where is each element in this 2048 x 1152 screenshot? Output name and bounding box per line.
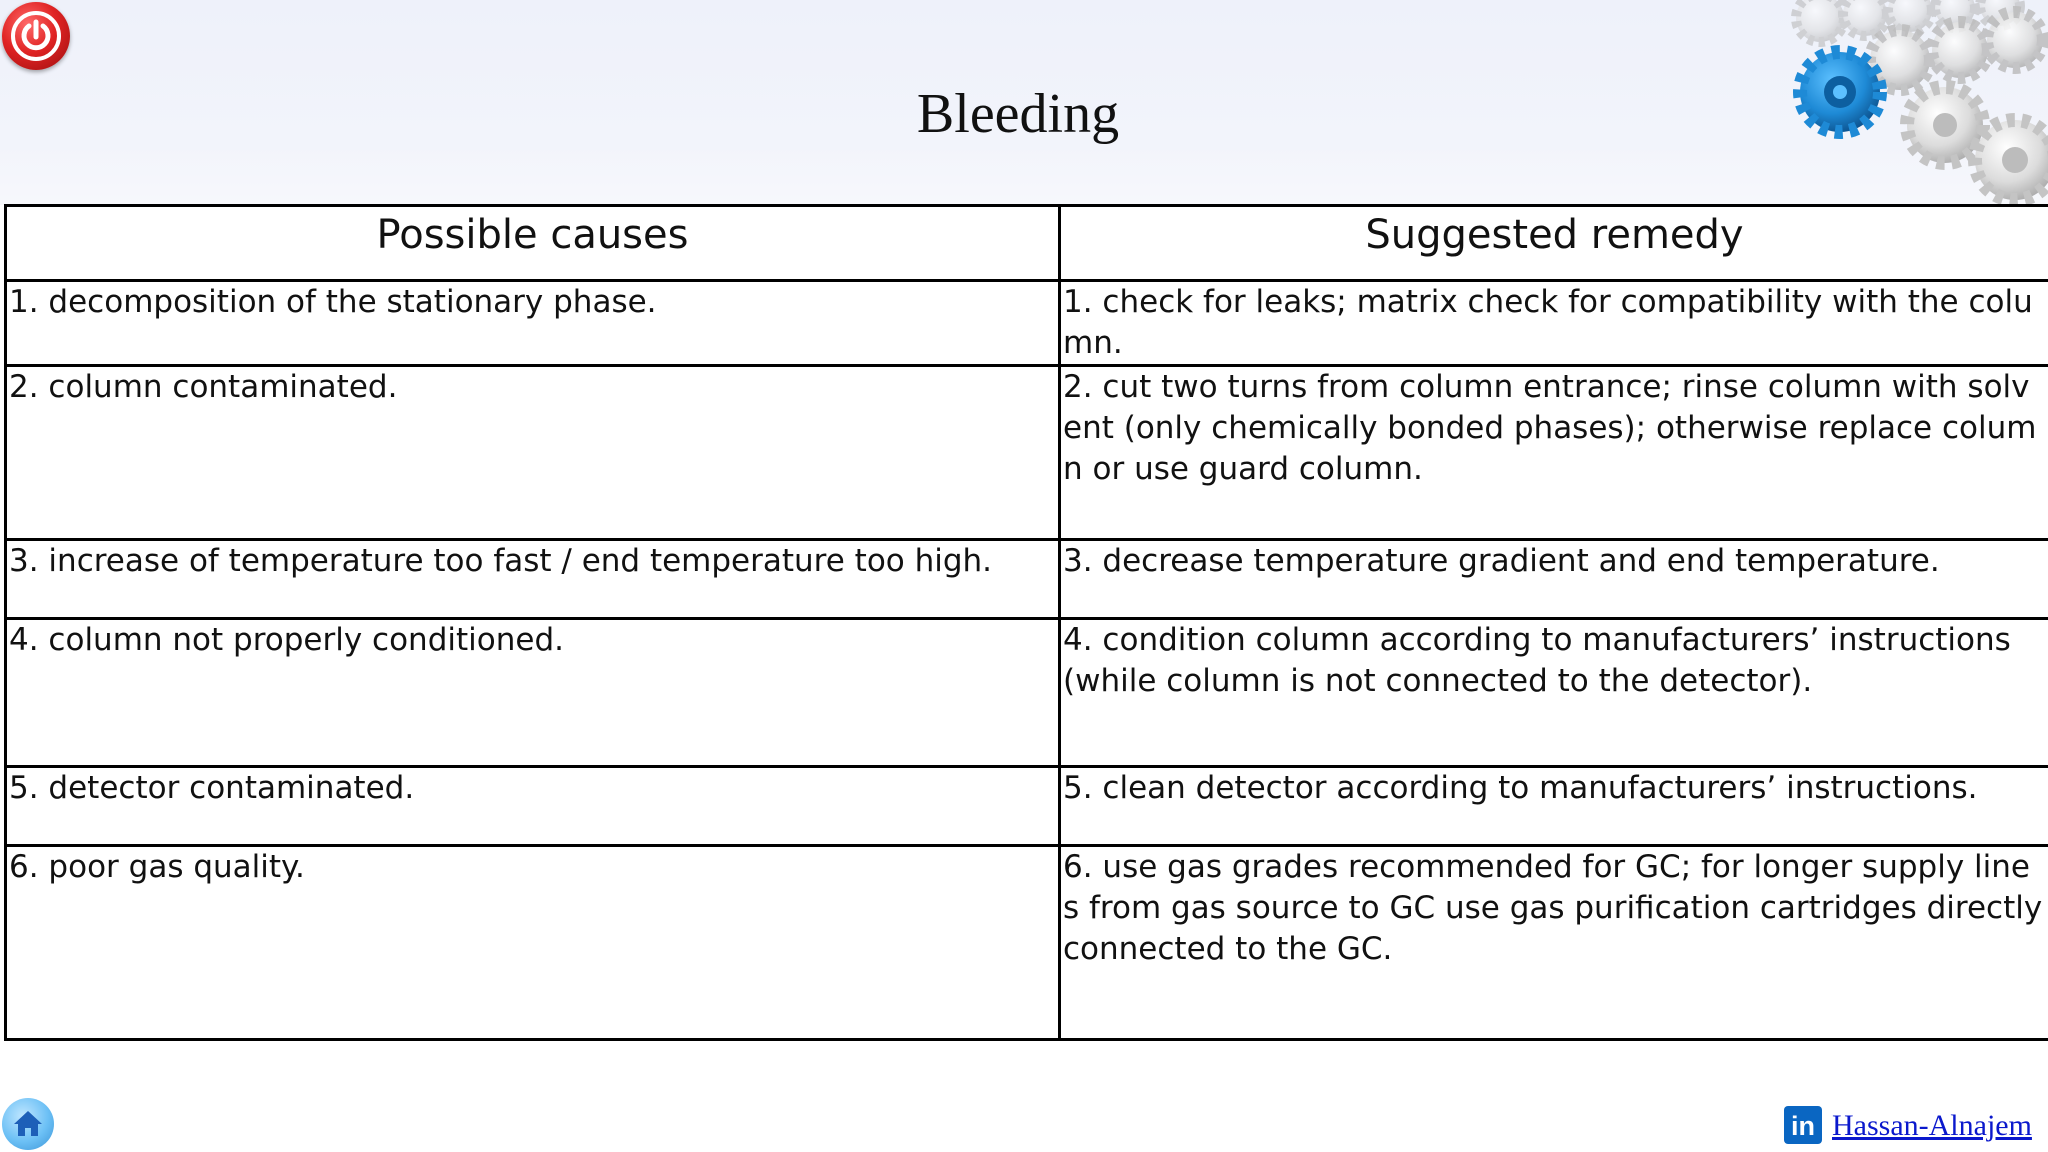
home-button[interactable] (2, 1098, 54, 1150)
remedy-cell: 2. cut two turns from column entrance; rinse column with solvent (only chemically bonded phases); otherwise replace column or use guard column. (1060, 366, 2048, 540)
remedy-cell: 5. clean detector according to manufacturers’ instructions. (1060, 767, 2048, 846)
gears-decoration (1760, 0, 2048, 205)
cause-cell: 5. detector contaminated. (6, 767, 1060, 846)
cause-cell: 1. decomposition of the stationary phase. (6, 281, 1060, 366)
table-row (6, 619, 2048, 767)
cause-cell: 3. increase of temperature too fast / end temperature too high. (6, 540, 1060, 619)
table-header-row (6, 206, 2048, 281)
power-button[interactable] (2, 2, 70, 70)
remedy-cell: 1. check for leaks; matrix check for compatibility with the column. (1060, 281, 2048, 366)
table-row (6, 846, 2048, 1040)
remedy-cell: 3. decrease temperature gradient and end temperature. (1060, 540, 2048, 619)
remedy-cell: 4. condition column according to manufacturers’ instructions (while column is not connected to the detector). (1060, 619, 2048, 767)
slide-title: Bleeding (916, 83, 1120, 145)
cause-cell: 6. poor gas quality. (6, 846, 1060, 1040)
table-row (6, 540, 2048, 619)
cause-cell: 2. column contaminated. (6, 366, 1060, 540)
table-row (6, 281, 2048, 366)
column-header-causes: Possible causes (6, 206, 1060, 281)
power-icon (2, 2, 70, 70)
remedy-cell: 6. use gas grades recommended for GC; for longer supply lines from gas source to GC use gas purification cartridges directly connected to the GC. (1060, 846, 2048, 1040)
column-header-remedy: Suggested remedy (1060, 206, 2048, 281)
table-row (6, 366, 2048, 540)
cause-cell: 4. column not properly conditioned. (6, 619, 1060, 767)
bleeding-table (4, 204, 2048, 1041)
author-link[interactable]: Hassan-Alnajem (1832, 1109, 2032, 1142)
linkedin-icon[interactable]: in (1784, 1106, 1822, 1144)
table-row (6, 767, 2048, 846)
home-icon (2, 1098, 54, 1150)
